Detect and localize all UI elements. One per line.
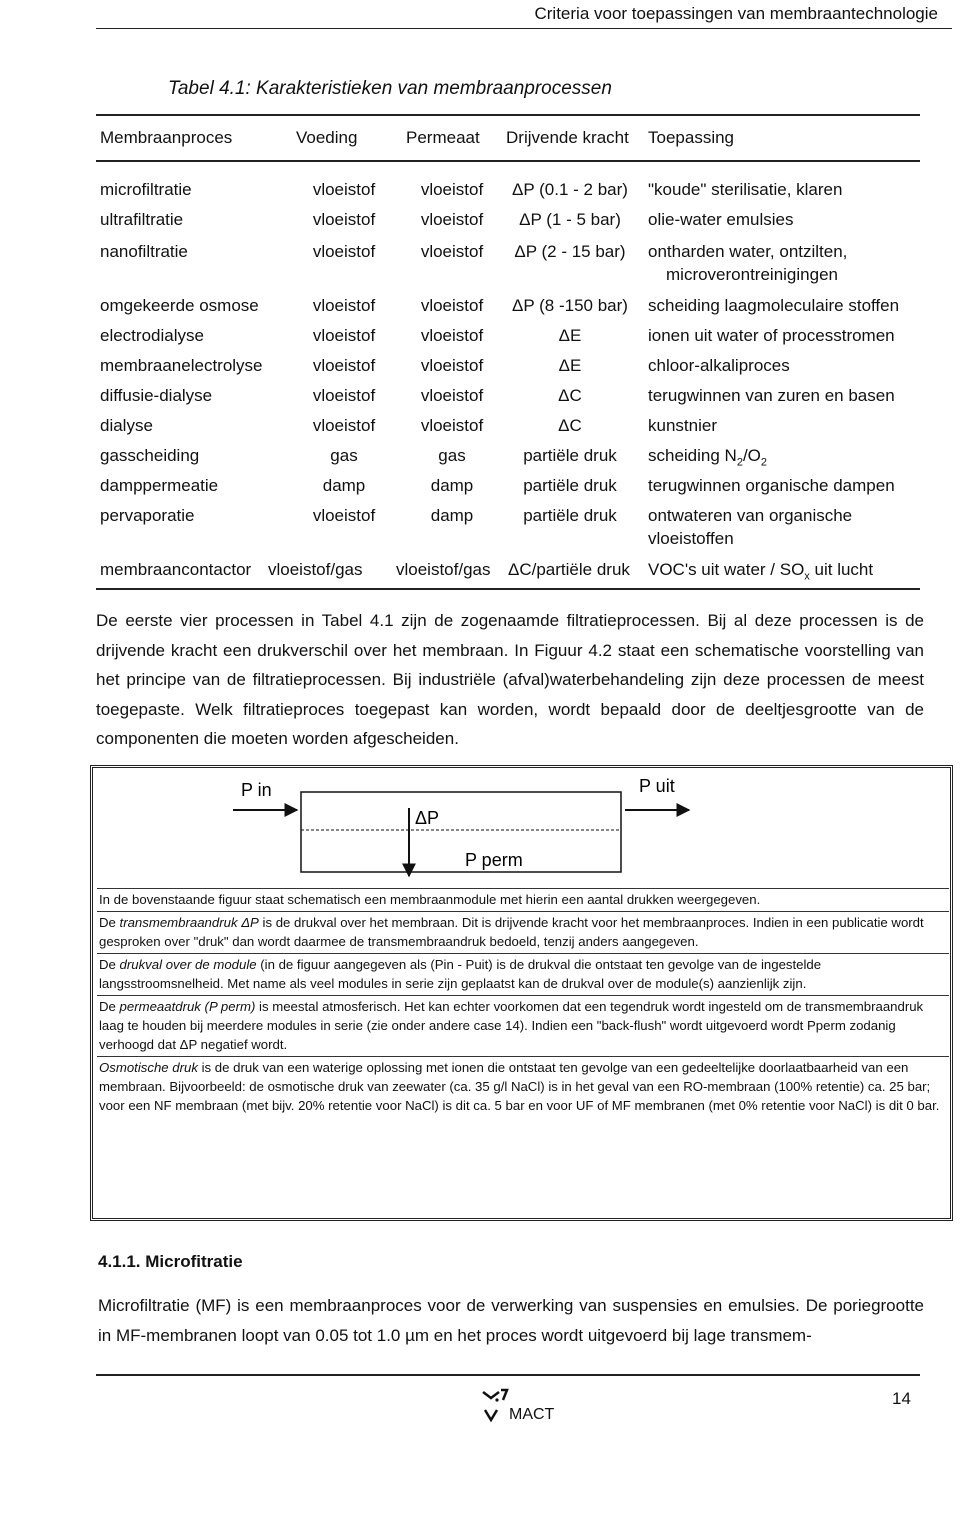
column-header: Membraanproces bbox=[100, 128, 233, 147]
table-row bbox=[96, 240, 926, 286]
membrane-module-diagram bbox=[93, 768, 950, 886]
subscript: 2 bbox=[736, 456, 743, 469]
cell-permeate: vloeistof bbox=[420, 296, 484, 315]
cell-application: ionen uit water of processtromen bbox=[648, 326, 895, 345]
cell-application: terugwinnen van zuren en basen bbox=[648, 386, 895, 405]
p-in-label: P in bbox=[241, 780, 272, 800]
cell-application: olie-water emulsies bbox=[648, 210, 794, 229]
footer-rule bbox=[96, 1374, 920, 1376]
section-heading: 4.1.1. Microfitratie bbox=[98, 1252, 243, 1271]
table-header-rule bbox=[96, 160, 920, 162]
note-text: (in de figuur aangegeven als (Pin - Puit) is de drukval die ontstaat ten gevolge van de ingestelde langsstroomsnelheid. Met name als veel modules in serie zijn geplaatst kan de drukval over de module(s) aanzienlijk zijn. bbox=[99, 957, 822, 991]
figure-notes bbox=[97, 888, 949, 1117]
cell-application-line2: microverontreinigingen bbox=[666, 265, 838, 284]
cell-process: microfiltratie bbox=[100, 180, 192, 199]
cell-feed: vloeistof/gas bbox=[268, 560, 363, 579]
cell-process: ultrafiltratie bbox=[100, 210, 184, 229]
mact-logo-icon bbox=[481, 1386, 511, 1426]
section-paragraph: Microfiltratie (MF) is een membraanproces voor de verwerking van suspensies en emulsies. De poriegrootte in MF-membranen loopt van 0.05 tot 1.0 µm en het proces wordt uitgevoerd bij lage transmem- bbox=[98, 1296, 924, 1345]
cell-feed: vloeistof bbox=[312, 180, 376, 199]
note-lead: De bbox=[99, 915, 120, 930]
cell-permeate: vloeistof bbox=[420, 416, 484, 435]
table-row bbox=[96, 504, 926, 550]
cell-driving-force: ΔC bbox=[558, 386, 582, 405]
gas-o: /O bbox=[742, 446, 761, 465]
cell-feed: vloeistof bbox=[312, 416, 376, 435]
column-header: Drijvende kracht bbox=[506, 128, 629, 147]
table-top-rule bbox=[96, 114, 920, 116]
cell-process: dialyse bbox=[100, 416, 153, 435]
cell-feed: vloeistof bbox=[312, 386, 376, 405]
table-caption: Tabel 4.1: Karakteristieken van membraanprocessen bbox=[168, 78, 612, 99]
note-term: permeaatdruk (P perm) bbox=[119, 999, 256, 1014]
note-text: is de druk van een waterige oplossing met ionen die ontstaat ten gevolge van een gedeeltelijke doorlaatbaarheid van een membraan. Bijvoorbeeld: de osmotische druk van zeewater (ca. 35 g/l NaCl) is in het geval van een RO-membraan (100% retentie) ca. 25 bar; voor een NF membraan (met bijv. 20% retentie voor NaCl) is dit ca. 5 bar en voor UF of MF membranen (met 0% retentie voor NaCl) is dit 0 bar. bbox=[99, 1060, 940, 1113]
cell-application bbox=[648, 444, 767, 474]
p-uit-label: P uit bbox=[639, 776, 675, 796]
note-item bbox=[97, 953, 949, 995]
note-text: is meestal atmosferisch. Het kan echter voorkomen dat een tegendruk wordt ingesteld om de transmembraandruk laag te houden bij meerdere modules in serie (zie onder andere case 14). Indien een "back-flush" wordt uitgevoerd wordt Pperm zodanig verhoogd dat ΔP negatief wordt. bbox=[99, 999, 924, 1052]
cell-application: ontharden water, ontzilten, bbox=[648, 242, 848, 261]
cell-driving-force: ΔP (1 - 5 bar) bbox=[519, 210, 621, 229]
cell-process: omgekeerde osmose bbox=[100, 296, 259, 315]
p-perm-label: P perm bbox=[465, 850, 523, 870]
logo-text: MACT bbox=[509, 1406, 555, 1423]
cell-driving-force: ΔC/partiële druk bbox=[508, 560, 630, 579]
delta-p-label: ΔP bbox=[415, 808, 440, 828]
cell-driving-force: ΔP (0.1 - 2 bar) bbox=[512, 180, 628, 199]
note-item bbox=[97, 1056, 949, 1117]
cell-driving-force: partiële druk bbox=[523, 506, 617, 525]
subscript: 2 bbox=[760, 456, 768, 469]
cell-feed: vloeistof bbox=[312, 506, 376, 525]
running-header bbox=[96, 0, 952, 29]
cell-process: pervaporatie bbox=[100, 506, 195, 525]
cell-permeate: vloeistof bbox=[420, 326, 484, 345]
cell-permeate: vloeistof bbox=[420, 386, 484, 405]
cell-application: chloor-alkaliproces bbox=[648, 356, 790, 375]
cell-application: "koude" sterilisatie, klaren bbox=[648, 180, 843, 199]
cell-permeate: vloeistof bbox=[420, 242, 484, 261]
cell-driving-force: ΔP (2 - 15 bar) bbox=[514, 242, 626, 261]
module-rect bbox=[301, 792, 621, 872]
cell-driving-force: partiële druk bbox=[523, 446, 617, 465]
cell-driving-force: ΔC bbox=[558, 416, 582, 435]
note-text: is de drukval over het membraan. Dit is drijvende kracht voor het membraanproces. Indien in een publicatie wordt gesproken over "druk" dan wordt daarmee de transmembraandruk bedoeld, tenzij anders aangegeven. bbox=[99, 915, 924, 949]
cell-feed: vloeistof bbox=[312, 242, 376, 261]
cell-feed: vloeistof bbox=[312, 326, 376, 345]
cell-process: damppermeatie bbox=[100, 476, 219, 495]
cell-permeate: vloeistof bbox=[420, 210, 484, 229]
table-header-row bbox=[96, 128, 926, 154]
column-header: Permeaat bbox=[406, 128, 480, 147]
note-term: drukval over de module bbox=[119, 957, 257, 972]
cell-application-line2: vloeistoffen bbox=[648, 529, 734, 548]
cell-application: kunstnier bbox=[648, 416, 717, 435]
cell-application: ontwateren van organische bbox=[648, 506, 853, 525]
note-lead: De bbox=[99, 957, 120, 972]
footer-logo bbox=[481, 1386, 577, 1426]
note-item bbox=[97, 888, 949, 911]
cell-feed: vloeistof bbox=[312, 210, 376, 229]
cell-process: membraancontactor bbox=[100, 560, 252, 579]
cell-process: nanofiltratie bbox=[100, 242, 188, 261]
note-item bbox=[97, 911, 949, 953]
note-term: transmembraandruk ΔP bbox=[119, 915, 259, 930]
cell-driving-force: ΔE bbox=[558, 326, 582, 345]
cell-process: gasscheiding bbox=[100, 446, 200, 465]
cell-driving-force: partiële druk bbox=[523, 476, 617, 495]
column-header: Voeding bbox=[296, 128, 358, 147]
cell-application: scheiding laagmoleculaire stoffen bbox=[648, 296, 900, 315]
cell-permeate: gas bbox=[438, 446, 466, 465]
cell-driving-force: ΔP (8 -150 bar) bbox=[512, 296, 628, 315]
voc-label: VOC's uit water / SO bbox=[648, 560, 805, 579]
column-header: Toepassing bbox=[648, 128, 735, 147]
note-item bbox=[97, 995, 949, 1056]
subscript: x bbox=[804, 570, 810, 583]
cell-feed: gas bbox=[330, 446, 358, 465]
note-term: Osmotische druk bbox=[99, 1060, 198, 1075]
cell-permeate: damp bbox=[430, 506, 474, 525]
cell-feed: vloeistof bbox=[312, 296, 376, 315]
cell-process: membraanelectrolyse bbox=[100, 356, 263, 375]
note-text: In de bovenstaande figuur staat schematisch een membraanmodule met hierin een aantal drukken weergegeven. bbox=[99, 892, 761, 907]
cell-driving-force: ΔE bbox=[558, 356, 582, 375]
cell-permeate: vloeistof/gas bbox=[396, 560, 491, 579]
running-title: Criteria voor toepassingen van membraantechnologie bbox=[534, 4, 938, 23]
cell-permeate: vloeistof bbox=[420, 356, 484, 375]
page-number: 14 bbox=[892, 1389, 911, 1408]
voc-suffix: uit lucht bbox=[809, 560, 874, 579]
cell-process: diffusie-dialyse bbox=[100, 386, 213, 405]
cell-feed: damp bbox=[322, 476, 366, 495]
gas-label: scheiding N bbox=[648, 446, 737, 465]
cell-permeate: damp bbox=[430, 476, 474, 495]
cell-process: electrodialyse bbox=[100, 326, 204, 345]
note-lead: De bbox=[99, 999, 120, 1014]
table-bottom-rule bbox=[96, 588, 920, 590]
cell-feed: vloeistof bbox=[312, 356, 376, 375]
figure-box bbox=[90, 765, 953, 1221]
cell-permeate: vloeistof bbox=[420, 180, 484, 199]
body-paragraph: De eerste vier processen in Tabel 4.1 zijn de zogenaamde filtratieprocessen. Bij al deze processen is de drijvende kracht een drukverschil over het membraan. In Figuur 4.2 staat een schematische voorstelling van het principe van de filtratieprocessen. Bij industriële (afval)waterbehandeling zijn deze processen de meest toegepaste. Welk filtratieproces toegepast kan worden, wordt bepaald door de deeltjesgrootte van de componenten die moeten worden afgescheiden. bbox=[96, 611, 924, 748]
cell-application bbox=[648, 558, 873, 588]
cell-application: terugwinnen organische dampen bbox=[648, 476, 895, 495]
